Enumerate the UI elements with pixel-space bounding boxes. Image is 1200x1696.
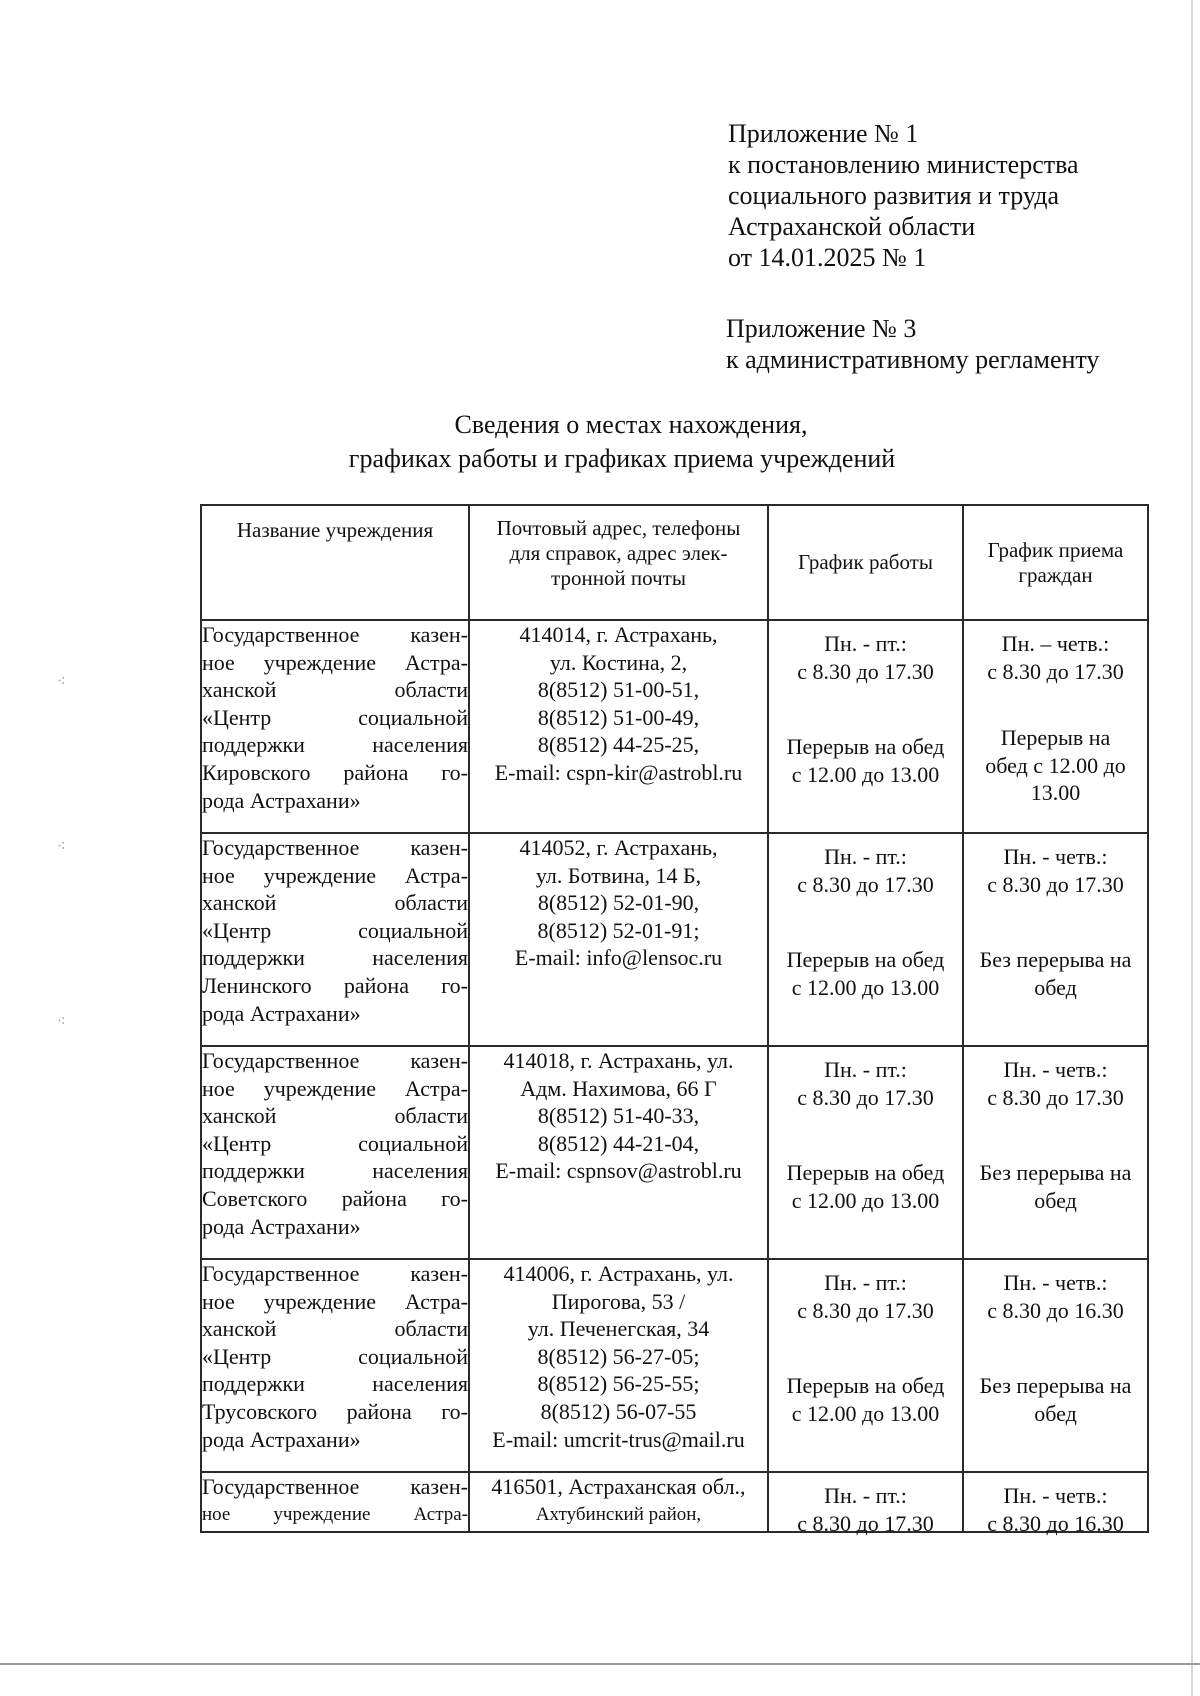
institution-name-line: «Центр социальной	[202, 1343, 468, 1369]
work-schedule-cell	[768, 833, 963, 1046]
appendix-1-line: Астраханской области	[728, 212, 976, 241]
table-row	[201, 620, 1148, 833]
schedule-line: обед	[1034, 974, 1077, 1000]
appendix-1-line: социального развития и труда	[728, 181, 1060, 210]
institutions-table	[200, 504, 1149, 1536]
work-schedule-cell	[768, 1046, 963, 1259]
schedule-line: Перерыв на обед	[786, 1160, 945, 1185]
reception-schedule-break	[964, 724, 1147, 807]
schedule-line: с 8.30 до 17.30	[987, 1084, 1124, 1110]
address-line: 8(8512) 44-21-04,	[537, 1130, 700, 1156]
header-address-line: тронной почты	[551, 566, 686, 590]
address-line: 8(8512) 51-00-51,	[537, 677, 700, 703]
schedule-line: обед	[1034, 1187, 1077, 1213]
institution-name-cell	[201, 1472, 469, 1532]
institution-name-line: ханской области	[202, 677, 468, 703]
reception-schedule-break	[964, 946, 1147, 1001]
institution-name-line: Кировского района го-	[202, 759, 468, 785]
table-header-row	[201, 505, 1148, 620]
schedule-line: Пн. - четв.:	[1003, 1057, 1108, 1082]
address-line: 8(8512) 51-40-33,	[537, 1103, 700, 1129]
institution-name-line: поддержки населения	[202, 1371, 468, 1397]
work-schedule-cell	[768, 1259, 963, 1472]
address-line: 414006, г. Астрахань, ул.	[503, 1261, 734, 1286]
address-line: 414014, г. Астрахань,	[519, 622, 718, 647]
work-schedule-break	[769, 733, 962, 788]
address-line: 8(8512) 52-01-90,	[537, 890, 700, 916]
schedule-line: Перерыв на	[1000, 725, 1111, 750]
reception-schedule-hours	[964, 1056, 1147, 1111]
schedule-line: Пн. - четв.:	[1003, 844, 1108, 869]
schedule-line: с 8.30 до 17.30	[987, 658, 1124, 684]
institution-name-line: ное учреждение Астра-	[202, 862, 468, 888]
header-address	[469, 505, 768, 620]
schedule-line: Пн. - пт.:	[824, 631, 907, 656]
address-cell	[469, 1472, 768, 1532]
schedule-line: с 12.00 до 13.00	[791, 974, 940, 1000]
institution-name-line: рода Астрахани»	[202, 787, 361, 813]
address-line: Пирогова, 53 /	[551, 1288, 686, 1314]
schedule-line: Перерыв на обед	[786, 1373, 945, 1398]
institution-name-line: рода Астрахани»	[202, 1426, 361, 1452]
institution-name-line: Ленинского района го-	[202, 972, 468, 998]
schedule-line: Без перерыва на	[979, 1373, 1132, 1398]
appendix-1-line: к постановлению министерства	[728, 150, 1079, 179]
institution-name-line: поддержки населения	[202, 732, 468, 758]
institution-name-line: ное учреждение Астра-	[202, 1075, 468, 1101]
schedule-line: с 8.30 до 17.30	[987, 871, 1124, 897]
scan-speck: ⁖	[57, 839, 66, 855]
address-line: 8(8512) 52-01-91;	[537, 917, 700, 943]
work-schedule-cell	[768, 1472, 963, 1536]
schedule-line: Без перерыва на	[979, 947, 1132, 972]
header-name: Название учреждения	[201, 505, 469, 620]
reception-schedule-cell	[963, 1046, 1148, 1259]
address-line: ул. Костина, 2,	[549, 649, 688, 675]
institution-name-line: ное учреждение Астра-	[202, 1288, 468, 1314]
schedule-line: обед	[1034, 1400, 1077, 1426]
address-line: ул. Ботвина, 14 Б,	[535, 862, 702, 888]
institution-name-cell	[201, 620, 469, 833]
schedule-line: Без перерыва на	[979, 1160, 1132, 1185]
header-work-schedule: График работы	[768, 505, 963, 620]
schedule-line: с 8.30 до 17.30	[797, 1084, 934, 1110]
work-schedule-break	[769, 1159, 962, 1214]
institution-name-cell	[201, 833, 469, 1046]
work-schedule-hours	[769, 1482, 962, 1537]
schedule-line: с 12.00 до 13.00	[791, 1400, 940, 1426]
appendix-1-block	[728, 118, 1079, 273]
schedule-line: с 12.00 до 13.00	[791, 761, 940, 787]
document-title	[0, 408, 1200, 476]
schedule-line: Пн. - пт.:	[824, 1483, 907, 1508]
schedule-line: Пн. - четв.:	[1003, 1270, 1108, 1295]
address-line: 8(8512) 56-25-55;	[537, 1371, 700, 1397]
institution-name-line: рода Астрахани»	[202, 1213, 361, 1239]
table-row	[201, 1046, 1148, 1259]
appendix-1-line: Приложение № 1	[728, 119, 919, 148]
work-schedule-hours	[769, 843, 962, 898]
institution-name-line: Государственное казен-	[202, 622, 468, 647]
institution-name-cell	[201, 1046, 469, 1259]
table-row	[201, 833, 1148, 1046]
schedule-line: с 8.30 до 16.30	[987, 1510, 1124, 1536]
institution-name-line: ное учреждение Астра-	[202, 1503, 468, 1525]
address-line: E-mail: cspn-kir@astrobl.ru	[494, 759, 743, 785]
scan-edge-bottom	[0, 1663, 1200, 1665]
address-line: 416501, Астраханская обл.,	[491, 1474, 746, 1499]
header-reception-schedule	[963, 505, 1148, 620]
reception-schedule-cell	[963, 1259, 1148, 1472]
work-schedule-hours	[769, 1056, 962, 1111]
schedule-line: с 12.00 до 13.00	[791, 1187, 940, 1213]
appendix-3-line: к административному регламенту	[726, 345, 1100, 374]
schedule-line: 13.00	[1030, 780, 1081, 806]
reception-schedule-hours	[964, 1269, 1147, 1324]
work-schedule-break	[769, 1372, 962, 1427]
address-cell	[469, 1046, 768, 1259]
scan-speck: ⁖	[57, 1014, 66, 1030]
institution-name-line: ное учреждение Астра-	[202, 649, 468, 675]
reception-schedule-cell	[963, 620, 1148, 833]
title-line: графиках работы и графиках приема учреждений	[348, 444, 896, 473]
institution-name-line: ханской области	[202, 1316, 468, 1342]
institution-name-line: Государственное казен-	[202, 1048, 468, 1073]
scan-speck: ⁖	[57, 674, 66, 690]
schedule-line: обед с 12.00 до	[985, 752, 1126, 778]
address-line: E-mail: umcrit-trus@mail.ru	[492, 1426, 745, 1452]
header-reception-line: граждан	[1018, 562, 1093, 587]
schedule-line: с 8.30 до 16.30	[987, 1297, 1124, 1323]
appendix-3-block	[726, 313, 1099, 375]
address-line: Ахтубинский район,	[535, 1503, 702, 1525]
address-line: 414052, г. Астрахань,	[519, 835, 718, 860]
institution-name-line: «Центр социальной	[202, 704, 468, 730]
address-cell	[469, 1259, 768, 1472]
address-line: 414018, г. Астрахань, ул.	[503, 1048, 734, 1073]
schedule-line: Перерыв на обед	[786, 947, 945, 972]
reception-schedule-hours	[964, 843, 1147, 898]
institution-name-line: Государственное казен-	[202, 835, 468, 860]
work-schedule-hours	[769, 1269, 962, 1324]
institution-name-line: поддержки населения	[202, 1158, 468, 1184]
header-address-line: для справок, адрес элек-	[509, 541, 728, 565]
institution-name-line: рода Астрахани»	[202, 1000, 361, 1026]
work-schedule-hours	[769, 630, 962, 685]
institution-name-line: Государственное казен-	[202, 1474, 468, 1499]
institution-name-line: Государственное казен-	[202, 1261, 468, 1286]
reception-schedule-break	[964, 1159, 1147, 1214]
work-schedule-cell	[768, 620, 963, 833]
institution-name-line: Советского района го-	[202, 1185, 468, 1211]
institution-name-line: «Центр социальной	[202, 1130, 468, 1156]
institution-name-line: «Центр социальной	[202, 917, 468, 943]
reception-schedule-hours	[964, 1482, 1147, 1537]
table-row	[201, 1472, 1148, 1532]
schedule-line: с 8.30 до 17.30	[797, 871, 934, 897]
address-line: Адм. Нахимова, 66 Г	[520, 1075, 717, 1101]
reception-schedule-cell	[963, 833, 1148, 1046]
address-line: E-mail: cspnsov@astrobl.ru	[495, 1158, 742, 1184]
institution-name-cell	[201, 1259, 469, 1472]
schedule-line: с 8.30 до 17.30	[797, 1510, 934, 1536]
address-line: 8(8512) 56-27-05;	[537, 1343, 700, 1369]
title-line: Сведения о местах нахождения,	[454, 410, 808, 439]
reception-schedule-hours	[964, 630, 1147, 685]
address-line: 8(8512) 51-00-49,	[537, 704, 700, 730]
schedule-line: Пн. - пт.:	[824, 1057, 907, 1082]
work-schedule-break	[769, 946, 962, 1001]
address-cell	[469, 620, 768, 833]
schedule-line: Пн. - пт.:	[824, 844, 907, 869]
address-line: 8(8512) 44-25-25,	[537, 732, 700, 758]
schedule-line: Пн. - четв.:	[1003, 1483, 1108, 1508]
appendix-1-line: от 14.01.2025 № 1	[728, 243, 927, 272]
institution-name-line: Трусовского района го-	[202, 1398, 468, 1424]
reception-schedule-cell	[963, 1472, 1148, 1536]
schedule-line: с 8.30 до 17.30	[797, 1297, 934, 1323]
table-row	[201, 1259, 1148, 1472]
address-line: 8(8512) 56-07-55	[540, 1398, 697, 1424]
schedule-line: Пн. - пт.:	[824, 1270, 907, 1295]
schedule-line: Пн. – четв.:	[1001, 631, 1110, 656]
institution-name-line: ханской области	[202, 890, 468, 916]
scan-edge-right	[1191, 0, 1193, 1696]
header-address-line: Почтовый адрес, телефоны	[496, 516, 741, 540]
appendix-3-line: Приложение № 3	[726, 314, 917, 343]
schedule-line: Перерыв на обед	[786, 734, 945, 759]
reception-schedule-break	[964, 1372, 1147, 1427]
address-line: E-mail: info@lensoc.ru	[514, 945, 723, 971]
schedule-line: с 8.30 до 17.30	[797, 658, 934, 684]
address-cell	[469, 833, 768, 1046]
institution-name-line: поддержки населения	[202, 945, 468, 971]
address-line: ул. Печенегская, 34	[527, 1316, 710, 1342]
institution-name-line: ханской области	[202, 1103, 468, 1129]
header-reception-line: График приема	[987, 537, 1124, 562]
